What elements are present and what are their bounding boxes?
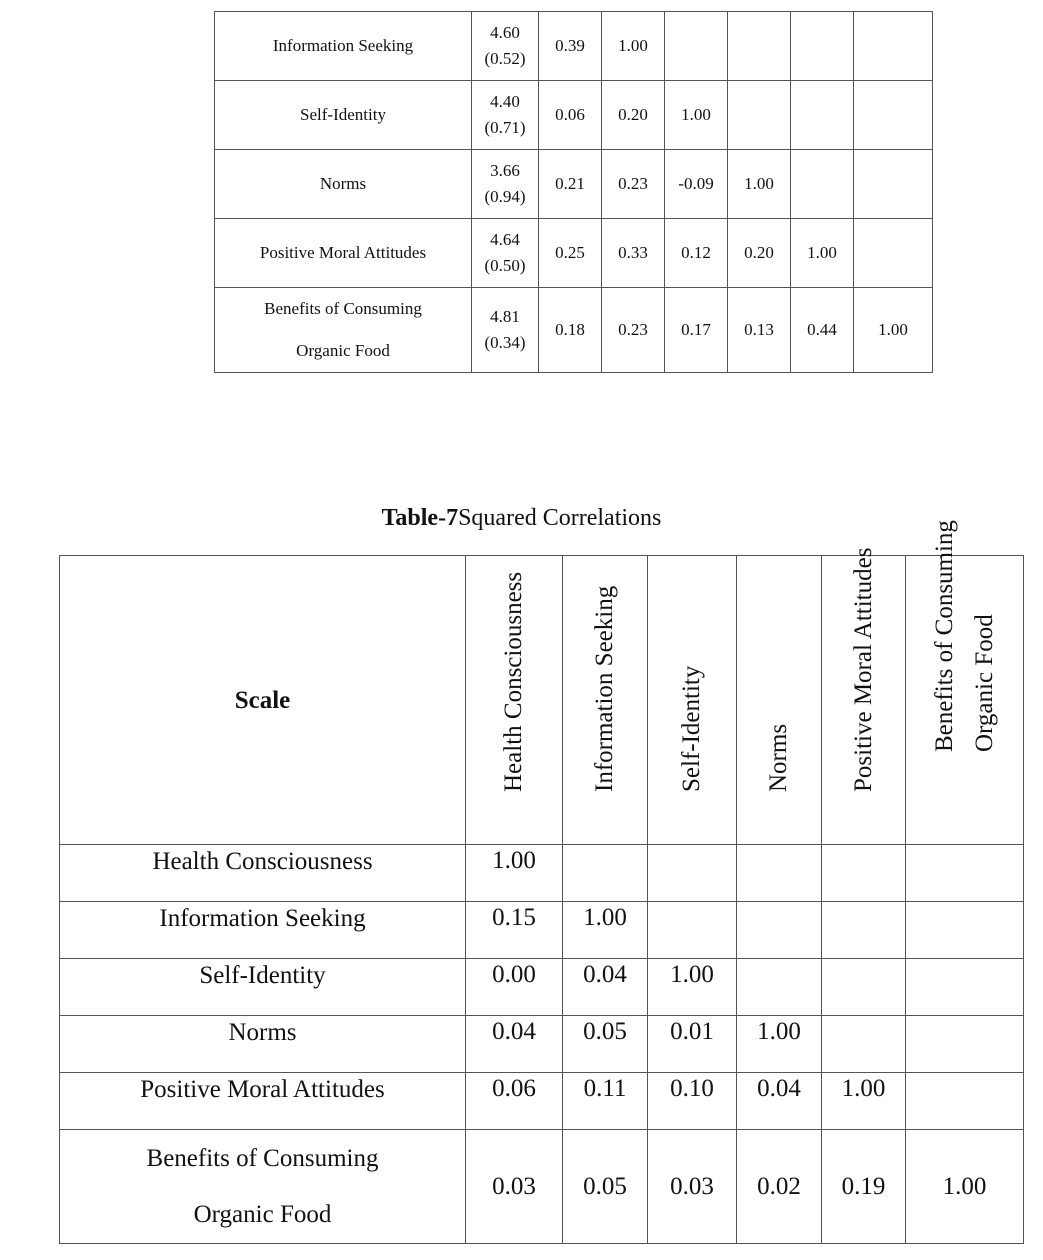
table-cell — [648, 902, 737, 959]
column-header-label: Norms — [765, 723, 792, 792]
table-cell: 1.00 — [791, 219, 854, 288]
table-cell: 1.00 — [906, 1130, 1024, 1244]
mean-sd-cell — [472, 81, 539, 150]
table-number: Table-7 — [381, 505, 459, 531]
row-label-line2: Organic Food — [296, 341, 390, 360]
table-cell: 0.23 — [602, 150, 665, 219]
mean-value: 4.64 — [490, 230, 520, 249]
table-cell: 0.15 — [466, 902, 563, 959]
table-caption — [0, 505, 1043, 532]
mean-sd-cell — [472, 219, 539, 288]
table-cell — [648, 845, 737, 902]
table-cell: 0.44 — [791, 288, 854, 373]
table-row — [60, 1073, 1024, 1130]
sd-value: (0.34) — [484, 333, 526, 352]
column-header — [906, 520, 1024, 845]
table-cell — [728, 81, 791, 150]
column-header — [737, 556, 822, 845]
table-cell: 0.39 — [539, 12, 602, 81]
table-cell: 0.04 — [563, 959, 648, 1016]
table-cell: 0.06 — [466, 1073, 563, 1130]
sd-value: (0.71) — [484, 118, 526, 137]
table-cell — [822, 959, 906, 1016]
table-cell: 1.00 — [737, 1016, 822, 1073]
table-cell: 1.00 — [854, 288, 933, 373]
table-cell: 0.00 — [466, 959, 563, 1016]
table-cell — [906, 845, 1024, 902]
table-row — [215, 219, 933, 288]
column-header-label: Positive Moral Attitudes — [849, 547, 877, 792]
table-cell — [854, 219, 933, 288]
column-header-line1: Benefits of Consuming — [930, 520, 958, 752]
table-cell — [854, 12, 933, 81]
table-cell — [665, 12, 728, 81]
column-header-label: Self-Identity — [678, 665, 705, 792]
table-title: Squared Correlations — [458, 505, 662, 531]
row-label-line1: Benefits of Consuming — [264, 299, 422, 318]
table-cell: 0.18 — [539, 288, 602, 373]
table-cell: 0.20 — [602, 81, 665, 150]
table-cell — [791, 81, 854, 150]
table-row — [60, 902, 1024, 959]
table-cell — [906, 1016, 1024, 1073]
row-label — [215, 288, 472, 373]
table-cell: 0.21 — [539, 150, 602, 219]
mean-sd-cell — [472, 288, 539, 373]
table-cell: 0.23 — [602, 288, 665, 373]
table-cell — [737, 845, 822, 902]
column-header — [563, 556, 648, 845]
row-label: Self-Identity — [60, 959, 466, 1016]
row-label: Positive Moral Attitudes — [215, 219, 472, 288]
table-row — [60, 1016, 1024, 1073]
table-cell: 1.00 — [648, 959, 737, 1016]
row-label: Norms — [215, 150, 472, 219]
table-cell: 1.00 — [665, 81, 728, 150]
table-cell — [906, 959, 1024, 1016]
table-cell: 0.20 — [728, 219, 791, 288]
table-row — [215, 81, 933, 150]
table-cell: 0.03 — [648, 1130, 737, 1244]
table-cell: 0.13 — [728, 288, 791, 373]
column-header — [466, 556, 563, 845]
table-cell: 1.00 — [602, 12, 665, 81]
table-cell: 0.06 — [539, 81, 602, 150]
table-cell: 0.10 — [648, 1073, 737, 1130]
header-row — [60, 556, 1024, 845]
table-cell: 0.33 — [602, 219, 665, 288]
table-cell: 0.17 — [665, 288, 728, 373]
table-cell: 0.03 — [466, 1130, 563, 1244]
table-cell: -0.09 — [665, 150, 728, 219]
table-cell — [563, 845, 648, 902]
table-cell — [822, 1016, 906, 1073]
row-label-line2: Organic Food — [193, 1200, 332, 1228]
mean-value: 3.66 — [490, 161, 520, 180]
mean-value: 4.40 — [490, 92, 520, 111]
squared-correlations-table — [59, 520, 1024, 1244]
row-label-line1: Benefits of Consuming — [146, 1144, 379, 1172]
table-cell — [737, 959, 822, 1016]
row-label: Information Seeking — [215, 12, 472, 81]
row-label: Information Seeking — [60, 902, 466, 959]
table-row — [60, 845, 1024, 902]
column-header-line2: Organic Food — [970, 614, 998, 752]
table-cell: 0.11 — [563, 1073, 648, 1130]
scale-header: Scale — [60, 556, 466, 845]
table-cell: 0.05 — [563, 1016, 648, 1073]
sd-value: (0.50) — [484, 256, 526, 275]
table-cell — [791, 12, 854, 81]
table-cell: 0.25 — [539, 219, 602, 288]
column-header-label: Health Consciousness — [500, 571, 527, 792]
mean-value: 4.60 — [490, 23, 520, 42]
table-row — [215, 12, 933, 81]
row-label: Norms — [60, 1016, 466, 1073]
table-cell: 1.00 — [563, 902, 648, 959]
column-header — [822, 547, 906, 845]
table-cell: 0.19 — [822, 1130, 906, 1244]
table-cell: 0.12 — [665, 219, 728, 288]
mean-sd-cell — [472, 12, 539, 81]
row-label — [60, 1130, 466, 1244]
table-row — [60, 1130, 1024, 1244]
mean-sd-cell — [472, 150, 539, 219]
row-label: Positive Moral Attitudes — [60, 1073, 466, 1130]
table-cell — [906, 902, 1024, 959]
sd-value: (0.52) — [484, 49, 526, 68]
table-cell — [737, 902, 822, 959]
table-cell: 0.01 — [648, 1016, 737, 1073]
row-label: Health Consciousness — [60, 845, 466, 902]
table-cell — [854, 81, 933, 150]
table-cell: 0.02 — [737, 1130, 822, 1244]
table-cell — [822, 902, 906, 959]
table-row — [215, 150, 933, 219]
row-label: Self-Identity — [215, 81, 472, 150]
sd-value: (0.94) — [484, 187, 526, 206]
table-row — [60, 959, 1024, 1016]
table-row — [215, 288, 933, 373]
column-header — [648, 556, 737, 845]
table-cell — [791, 150, 854, 219]
column-header-label — [925, 520, 1005, 752]
column-header-label: Information Seeking — [591, 585, 618, 792]
table-cell — [822, 845, 906, 902]
table-cell — [906, 1073, 1024, 1130]
table-cell: 0.04 — [737, 1073, 822, 1130]
table-cell — [728, 12, 791, 81]
table-cell: 1.00 — [822, 1073, 906, 1130]
table-cell: 0.04 — [466, 1016, 563, 1073]
correlation-table-continued — [214, 11, 933, 373]
table-cell: 1.00 — [728, 150, 791, 219]
table-cell: 0.05 — [563, 1130, 648, 1244]
table-cell: 1.00 — [466, 845, 563, 902]
table-cell — [854, 150, 933, 219]
mean-value: 4.81 — [490, 307, 520, 326]
